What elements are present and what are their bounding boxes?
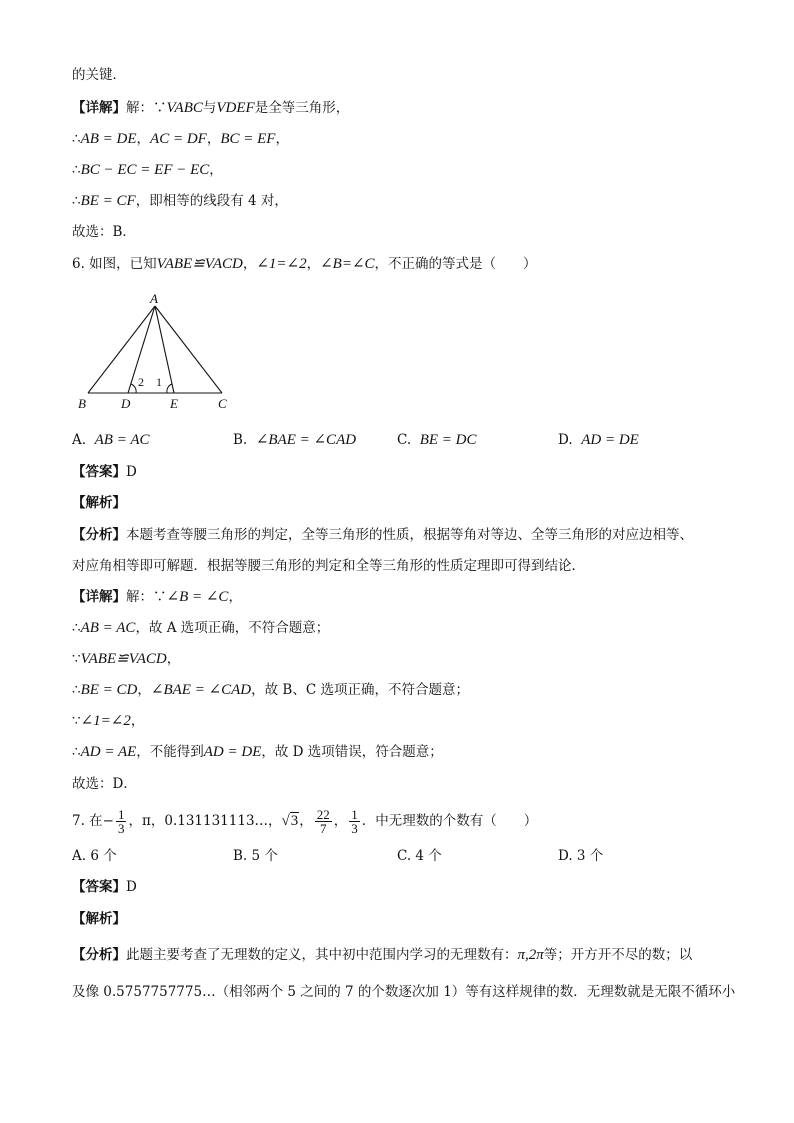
square-root: √3 bbox=[281, 813, 299, 829]
q6-detail-5: ∵∠1=∠2， bbox=[72, 713, 145, 729]
section-label: 【详解】 bbox=[72, 100, 126, 116]
label-e: E bbox=[170, 396, 178, 411]
q6-option-d: D. AD = DE bbox=[558, 432, 639, 448]
detail-line: 【详解】解：∵VABC与VDEF是全等三角形， bbox=[72, 100, 350, 116]
q6-detail-7: 故选：D． bbox=[72, 776, 137, 792]
q7-option-b: B. 5 个 bbox=[233, 848, 278, 864]
q6-answer: 【答案】D bbox=[72, 464, 137, 480]
triangle-figure bbox=[70, 288, 250, 412]
choice-line: 故选：B． bbox=[72, 224, 136, 240]
angle-2-arc bbox=[131, 384, 136, 393]
math-line: ∴AB = DE，AC = DF，BC = EF， bbox=[72, 131, 289, 147]
q6-option-a: A. AB = AC bbox=[72, 432, 150, 448]
q6-fenxi-2: 对应角相等即可解题．根据等腰三角形的判定和全等三角形的性质定理即可得到结论． bbox=[72, 558, 585, 574]
q6-option-c: C. BE = DC bbox=[397, 432, 477, 448]
q6-detail-4: ∴BE = CD，∠BAE = ∠CAD，故 B、C 选项正确，不符合题意； bbox=[72, 682, 469, 698]
q7-fenxi-1: 【分析】此题主要考查了无理数的定义，其中初中范围内学习的无理数有：π,2π等；开方开不尽的数；以 bbox=[72, 947, 693, 963]
fraction: $\frac{1}{3}$ bbox=[351, 807, 358, 836]
q7-answer: 【答案】D bbox=[72, 879, 137, 895]
label-angle-2: 2 bbox=[138, 375, 144, 389]
label-a: A bbox=[150, 291, 158, 306]
q7-jiexi: 【解析】 bbox=[72, 911, 126, 927]
q7-option-d: D. 3 个 bbox=[558, 848, 604, 864]
label-angle-1: 1 bbox=[156, 375, 162, 389]
q6-fenxi-1: 【分析】本题考查等腰三角形的判定，全等三角形的性质，根据等角对等边、全等三角形的对应边相等、 bbox=[72, 527, 693, 543]
q6-detail-6: ∴AD = AE，不能得到AD = DE，故 D 选项错误，符合题意； bbox=[72, 744, 443, 760]
segment-ab bbox=[88, 306, 155, 393]
label-b: B bbox=[78, 396, 86, 411]
q7-fenxi-2: 及像 0.5757757775…（相邻两个 5 之间的 7 的个数逐次加 1）等有这样规律的数．无理数就是无限不循环小 bbox=[72, 984, 736, 1000]
q6-jiexi: 【解析】 bbox=[72, 495, 126, 511]
label-c: C bbox=[218, 396, 227, 411]
q6-detail-2: ∴AB = AC，故 A 选项正确，不符合题意； bbox=[72, 620, 330, 636]
fraction: $\frac{1}{3}$ bbox=[117, 807, 125, 836]
q6-detail-1: 【详解】解：∵∠B = ∠C， bbox=[72, 589, 242, 605]
question-7-stem: 7. 在− $\frac{1}{3}$ ，π，0.131131113…，√3， $\frac{22}{7}$ ， $\frac{1}{3}$ ．中无理数的个数有（ ） bbox=[72, 807, 538, 836]
fraction: $\frac{22}{7}$ bbox=[316, 807, 330, 836]
q6-detail-3: ∵VABE≌VACD， bbox=[72, 651, 181, 667]
label-d: D bbox=[121, 396, 131, 411]
text-line: 的关键． bbox=[72, 67, 126, 83]
q7-option-c: C. 4 个 bbox=[397, 848, 442, 864]
q7-option-a: A. 6 个 bbox=[72, 848, 117, 864]
q6-option-b: B. ∠BAE = ∠CAD bbox=[233, 432, 357, 448]
question-6-stem: 6. 如图，已知VABE≌VACD，∠1=∠2，∠B=∠C，不正确的等式是（ ） bbox=[72, 256, 537, 272]
math-line: ∴BE = CF，即相等的线段有 4 对， bbox=[72, 193, 288, 209]
math-line: ∴BC − EC = EF − EC， bbox=[72, 162, 223, 178]
angle-1-arc bbox=[167, 384, 172, 393]
